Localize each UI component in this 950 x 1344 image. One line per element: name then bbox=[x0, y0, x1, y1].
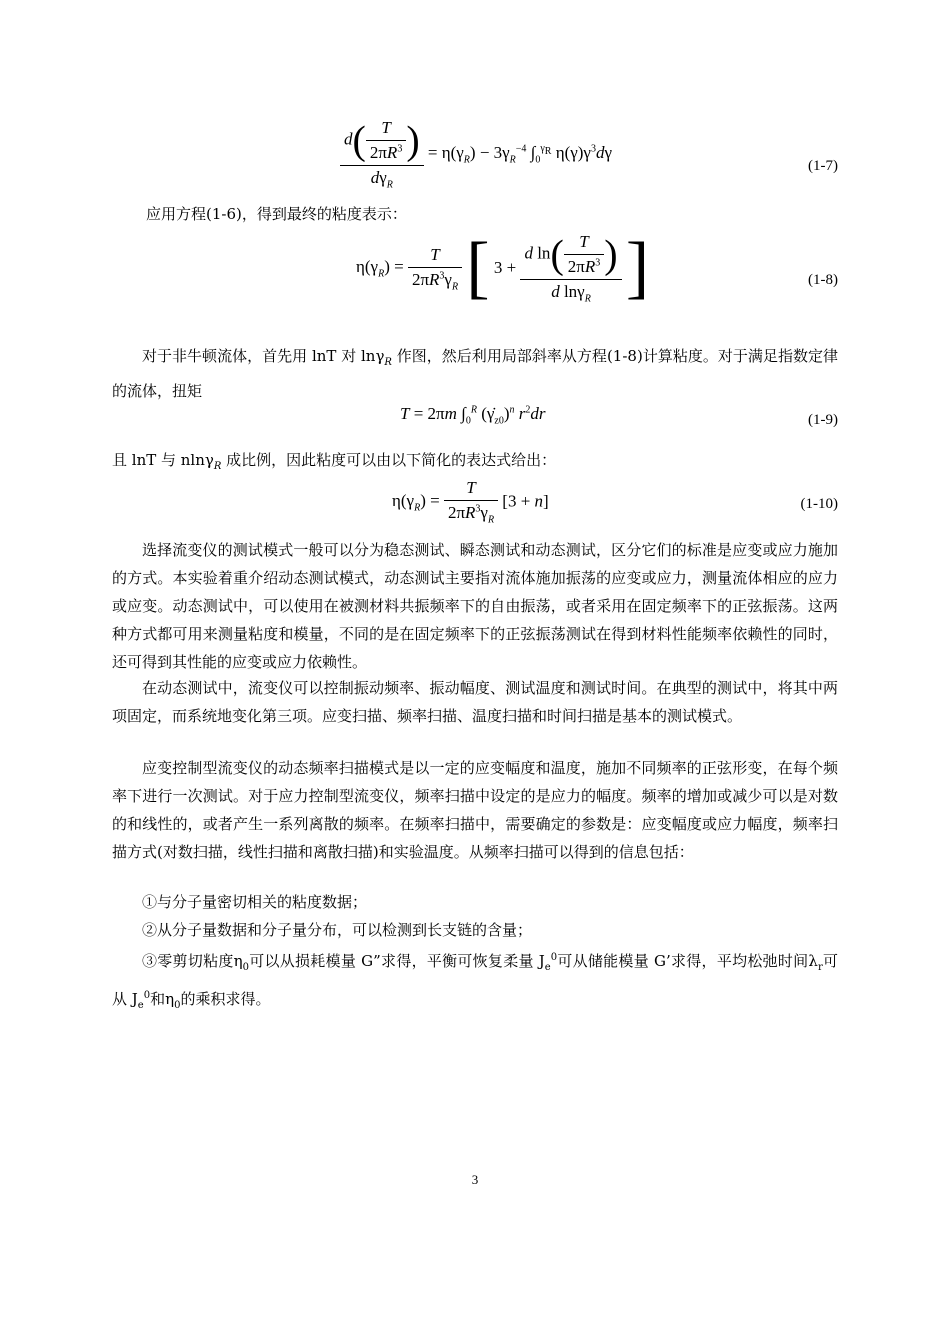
equation-1-7: d( $\frac{T}{2\pi R^3}$ ) $d\gamma_R$ = $\eta(\gamma_R) - 3\gamma_R^{-4}$ $\int_0^{\gamma_R}$ $\eta(\gamma)\gamma^3d\gamma$ bbox=[340, 118, 612, 190]
text-run: 可以从损耗模量 G”求得，平衡可恢复柔量 J bbox=[248, 952, 545, 970]
equation-number-1-9: (1-9) bbox=[808, 412, 838, 428]
text-run: 作图，然后利用局部斜率从方程(1-8)计算粘度。对于满足指数定律的流体，扭矩 bbox=[112, 347, 838, 400]
text-run: 的乘积求得。 bbox=[180, 990, 271, 1008]
equation-1-9: T = 2πm $\int_0^R$ $(\gammȧ_{z0})^n$ $r^2dr$ bbox=[400, 404, 546, 427]
list-item-2: ②从分子量数据和分子量分布，可以检测到长支链的含量； bbox=[142, 921, 533, 939]
text-run: 和η bbox=[150, 990, 175, 1008]
equation-number-1-7: (1-7) bbox=[808, 158, 838, 174]
text-run: 且 lnT 与 nlnγ bbox=[112, 451, 214, 469]
equation-1-8: $\eta(\gamma_R)$ = $\frac{T}{2\pi R^3\gamma_R}$ [ 3 + d ln( $\frac{T}{2\pi R^3}$ ) d lnγ$_R$ ] bbox=[356, 229, 650, 307]
text-run: ③零剪切粘度η bbox=[142, 952, 243, 970]
paragraph-proportional: 且 lnT 与 nlnγ$_R$ 成比例，因此粘度可以由以下简化的表达式给出： bbox=[112, 451, 557, 472]
equation-number-1-10: (1-10) bbox=[800, 496, 838, 512]
text-run: 对于非牛顿流体，首先用 lnT 对 lnγ bbox=[142, 347, 385, 365]
equation-number-1-8: (1-8) bbox=[808, 272, 838, 288]
paragraph-test-modes: 选择流变仪的测试模式一般可以分为稳态测试、瞬态测试和动态测试，区分它们的标准是应变或应力施加的方式。本实验着重介绍动态测试模式，动态测试主要指对流体施加振荡的应变或应力，测量流体相应的应力或应变。动态测试中，可以使用在被测材料共振频率下的自由振荡，或者采用在固定频率下的正弦振荡。这两种方式都可用来测量粘度和模量，不同的是在固定频率下的正弦振荡测试在得到材料性能频率依赖性的同时，还可得到其性能的应变或应力依赖性。 bbox=[112, 541, 838, 671]
list-item-1: ①与分子量密切相关的粘度数据； bbox=[142, 893, 368, 911]
page-number: 3 bbox=[471, 1172, 479, 1187]
list-item-3: ③零剪切粘度$\eta_0$可以从损耗模量 G”求得，平衡可恢复柔量 $J_e^0$可从储能模量 G’求得，平均松弛时间$\lambda_r$可从 $J_e^0$和$\eta_0$的乘积求得。 bbox=[112, 952, 838, 1011]
paragraph-dynamic-test: 在动态测试中，流变仪可以控制振动频率、振动幅度、测试温度和测试时间。在典型的测试中，将其中两项固定，而系统地变化第三项。应变扫描、频率扫描、温度扫描和时间扫描是基本的测试模式。 bbox=[112, 679, 838, 725]
paragraph-strain-controlled: 应变控制型流变仪的动态频率扫描模式是以一定的应变幅度和温度，施加不同频率的正弦形变，在每个频率下进行一次测试。对于应力控制型流变仪，频率扫描中设定的是应力的幅度。频率的增加或减少可以是对数的和线性的，或者产生一系列离散的频率。在频率扫描中，需要确定的参数是：应变幅度或应力幅度，频率扫描方式(对数扫描，线性扫描和离散扫描)和实验温度。从频率扫描可以得到的信息包括： bbox=[112, 759, 838, 861]
paragraph-apply: 应用方程(1-6)，得到最终的粘度表示： bbox=[146, 205, 407, 223]
paragraph-non-newtonian: 对于非牛顿流体，首先用 lnT 对 lnγ$_R$ 作图，然后利用局部斜率从方程(1-8)计算粘度。对于满足指数定律的流体，扭矩 bbox=[112, 347, 838, 400]
equation-1-10: $\eta(\gamma_R)$ = $\frac{T}{2\pi R^3\gamma_R}$ [3 + n] bbox=[392, 478, 549, 526]
text-run: 可从储能模量 G’求得，平均松弛时间λ bbox=[557, 952, 818, 970]
text-run: 可从 J bbox=[112, 952, 838, 1008]
text-run: 成比例，因此粘度可以由以下简化的表达式给出： bbox=[221, 451, 557, 469]
